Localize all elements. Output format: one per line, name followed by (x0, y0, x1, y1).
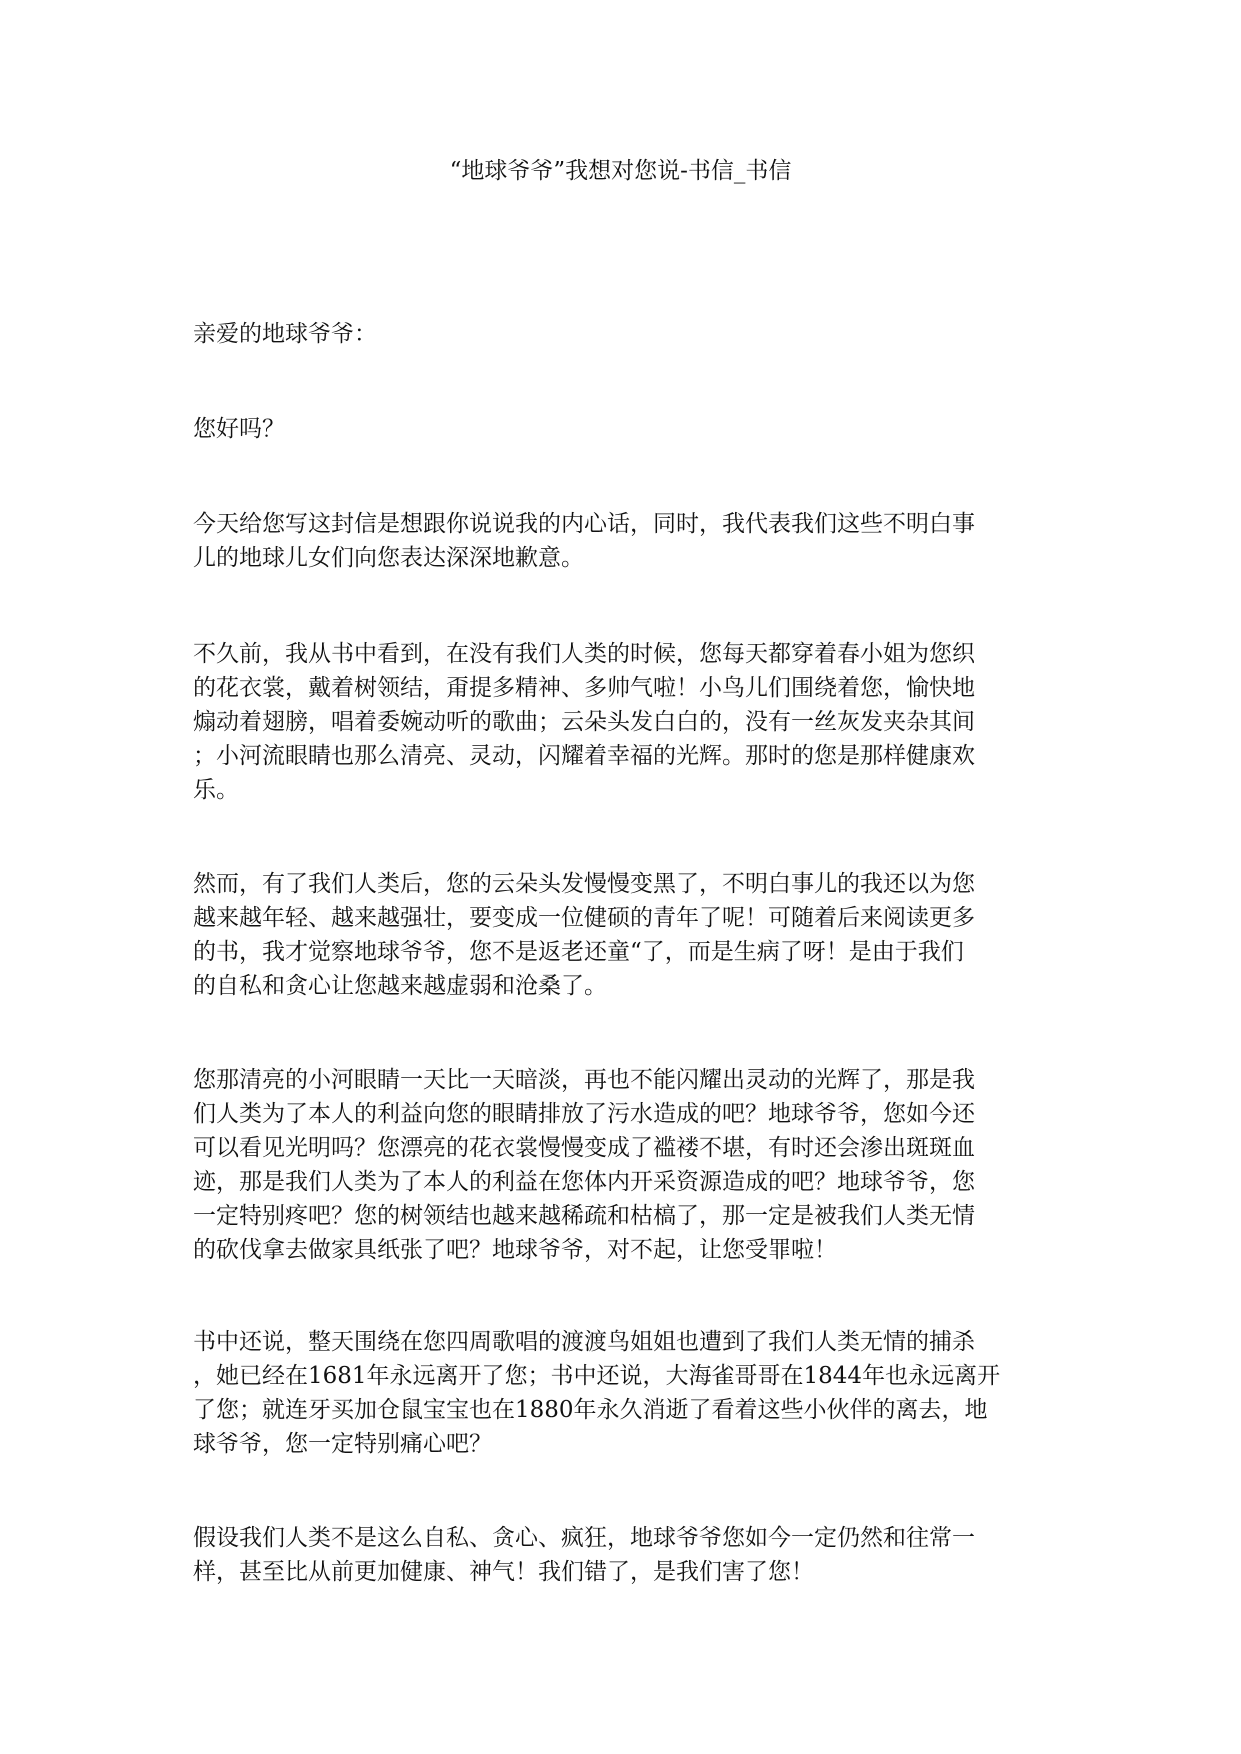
text-line: 一定特别疼吧？您的树领结也越来越稀疏和枯槁了，那一定是被我们人类无情 (193, 1203, 975, 1229)
text-line: ；小河流眼睛也那么清亮、灵动，闪耀着幸福的光辉。那时的您是那样健康欢 (193, 743, 975, 769)
text-line: 们人类为了本人的利益向您的眼睛排放了污水造成的吧？地球爷爷，您如今还 (193, 1101, 975, 1127)
text-line: 样，甚至比从前更加健康、神气！我们错了，是我们害了您！ (193, 1559, 814, 1585)
text-line: ，她已经在1681年永远离开了您；书中还说，大海雀哥哥在1844年也永远离开 (193, 1363, 1001, 1389)
paragraph-8 (193, 1521, 1049, 1589)
text-line: 今天给您写这封信是想跟你说说我的内心话，同时，我代表我们这些不明白事 (193, 511, 975, 537)
document-title: “地球爷爷”我想对您说-书信_书信 (449, 158, 792, 184)
text-line: 的砍伐拿去做家具纸张了吧？地球爷爷，对不起，让您受罪啦！ (193, 1237, 837, 1263)
text-line: 您那清亮的小河眼睛一天比一天暗淡，再也不能闪耀出灵动的光辉了，那是我 (193, 1067, 975, 1093)
text-line: 煽动着翅膀，唱着委婉动听的歌曲；云朵头发白白的，没有一丝灰发夹杂其间 (193, 709, 975, 735)
paragraph-greeting (193, 412, 1049, 446)
paragraph-3 (193, 507, 1049, 575)
text-line: 不久前，我从书中看到，在没有我们人类的时候，您每天都穿着春小姐为您织 (193, 641, 975, 667)
text-line: 亲爱的地球爷爷： (193, 321, 377, 347)
text-line: 您好吗？ (193, 416, 285, 442)
text-line: 球爷爷，您一定特别痛心吧？ (193, 1431, 492, 1457)
paragraph-5 (193, 867, 1049, 1003)
text-line: 迹，那是我们人类为了本人的利益在您体内开采资源造成的吧？地球爷爷，您 (193, 1169, 975, 1195)
paragraph-salutation (193, 317, 1049, 351)
paragraph-4 (193, 637, 1049, 807)
text-line: 的花衣裳，戴着树领结，甭提多精神、多帅气啦！小鸟儿们围绕着您，愉快地 (193, 675, 975, 701)
text-line: 乐。 (193, 777, 239, 803)
paragraph-6 (193, 1063, 1049, 1267)
text-line: 然而，有了我们人类后，您的云朵头发慢慢变黑了，不明白事儿的我还以为您 (193, 871, 975, 897)
text-line: 书中还说，整天围绕在您四周歌唱的渡渡鸟姐姐也遭到了我们人类无情的捕杀 (193, 1329, 975, 1355)
text-line: 可以看见光明吗？您漂亮的花衣裳慢慢变成了褴褛不堪，有时还会渗出斑斑血 (193, 1135, 975, 1161)
text-line: 的自私和贪心让您越来越虚弱和沧桑了。 (193, 973, 607, 999)
text-line: 儿的地球儿女们向您表达深深地歉意。 (193, 545, 584, 571)
text-line: 的书，我才觉察地球爷爷，您不是返老还童“了，而是生病了呀！是由于我们 (193, 939, 964, 965)
text-line: 了您；就连牙买加仓鼠宝宝也在1880年永久消逝了看着这些小伙伴的离去，地 (193, 1397, 988, 1423)
paragraph-7 (193, 1325, 1049, 1461)
text-line: 越来越年轻、越来越强壮，要变成一位健硕的青年了呢！可随着后来阅读更多 (193, 905, 975, 931)
text-line: 假设我们人类不是这么自私、贪心、疯狂，地球爷爷您如今一定仍然和往常一 (193, 1525, 975, 1551)
